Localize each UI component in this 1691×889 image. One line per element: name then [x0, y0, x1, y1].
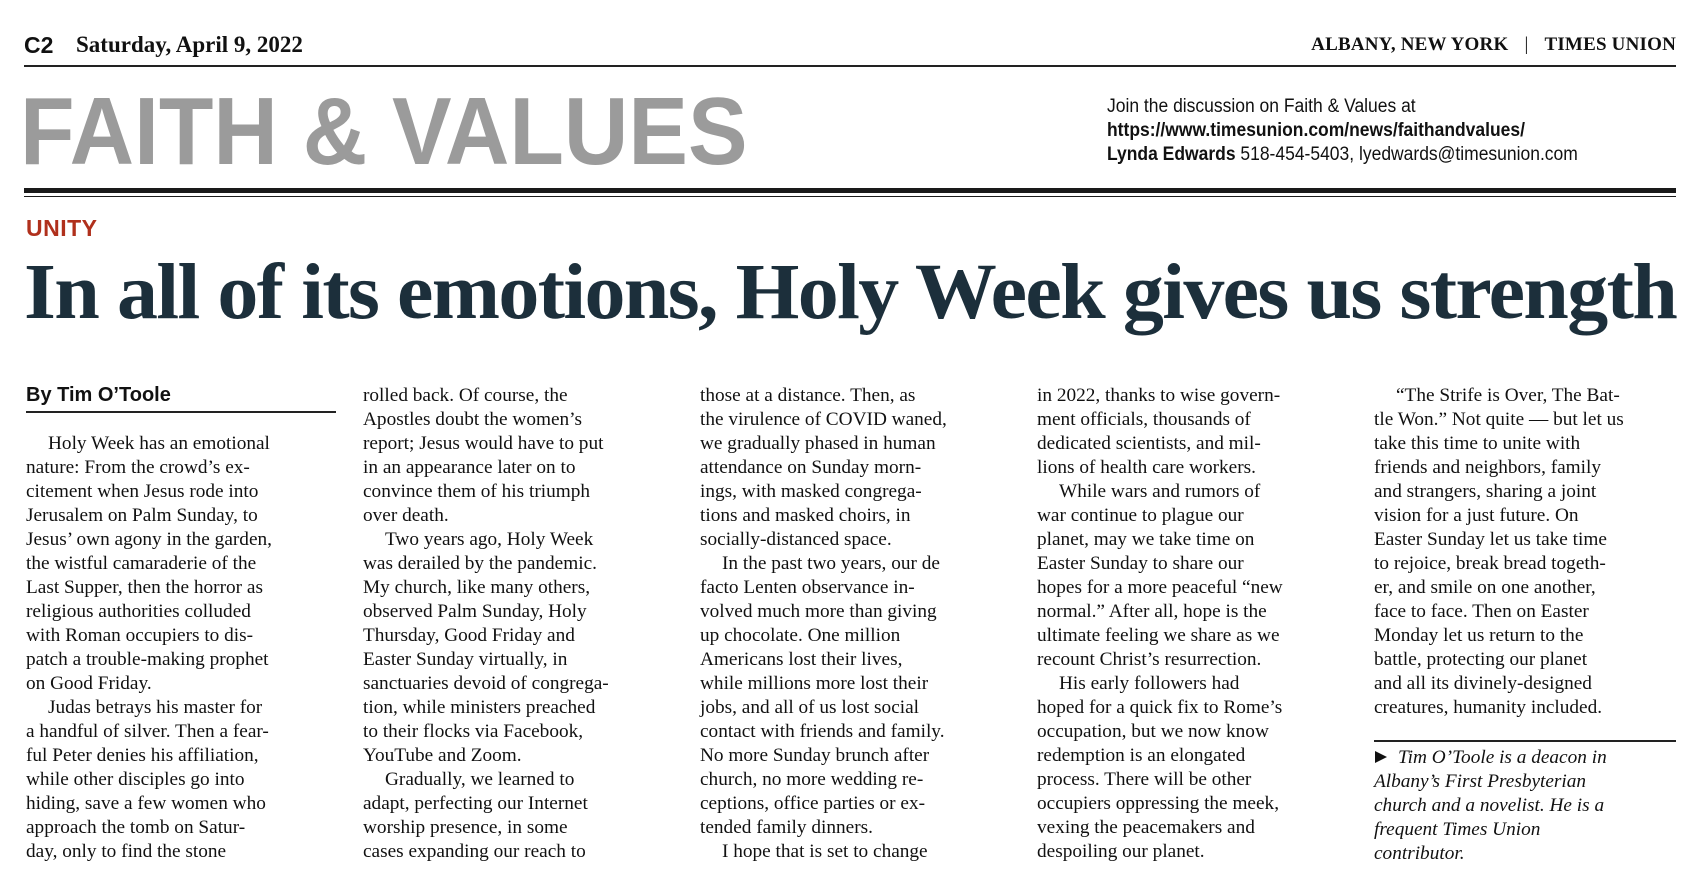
article-text-line: sanctuaries devoid of congrega-: [363, 673, 609, 694]
article-text-line: hoped for a quick fix to Rome’s: [1037, 697, 1283, 718]
article-text-line: and all its divinely-designed: [1374, 673, 1592, 694]
article-text-line: recount Christ’s resurrection.: [1037, 649, 1262, 670]
section-rule-thick: [24, 188, 1676, 193]
article-text-line: ceptions, office parties or ex-: [700, 793, 926, 814]
article-text-line: observed Palm Sunday, Holy: [363, 601, 587, 622]
section-title: FAITH & VALUES: [20, 78, 748, 185]
article-text-line: planet, may we take time on: [1037, 529, 1255, 550]
article-text-line: While wars and rumors of: [1059, 481, 1261, 502]
article-text-line: In the past two years, our de: [722, 553, 940, 574]
article-byline: By Tim O’Toole: [26, 384, 171, 406]
article-text-line: we gradually phased in human: [700, 433, 936, 454]
article-text-line: contact with friends and family.: [700, 721, 945, 742]
article-text-line: battle, protecting our planet: [1374, 649, 1588, 670]
article-text-line: to their flocks via Facebook,: [363, 721, 584, 742]
article-text-line: hopes for a more peaceful “new: [1037, 577, 1283, 598]
article-text-line: redemption is an elongated: [1037, 745, 1246, 766]
article-text-line: and strangers, sharing a joint: [1374, 481, 1597, 502]
contact-url-link[interactable]: https://www.timesunion.com/news/faithandvalues/: [1107, 120, 1525, 141]
article-text-line: tion, while ministers preached: [363, 697, 596, 718]
article-text-line: Last Supper, then the horror as: [26, 577, 263, 598]
article-text-line: ings, with masked congrega-: [700, 481, 922, 502]
article-text-line: No more Sunday brunch after: [700, 745, 930, 766]
folio-right: [1311, 34, 1676, 56]
article-text-line: nature: From the crowd’s ex-: [26, 457, 250, 478]
article-text-line: lions of health care workers.: [1037, 457, 1256, 478]
article-text-line: up chocolate. One million: [700, 625, 901, 646]
folio-separator: |: [1524, 34, 1529, 55]
article-text-line: His early followers had: [1059, 673, 1240, 694]
article-text-line: Easter Sunday virtually, in: [363, 649, 568, 670]
article-text-line: over death.: [363, 505, 449, 526]
article-text-line: YouTube and Zoom.: [363, 745, 522, 766]
article-text-line: to rejoice, break bread togeth-: [1374, 553, 1606, 574]
editor-line: [1107, 143, 1578, 167]
article-headline: In all of its emotions, Holy Week gives us strength: [24, 249, 1677, 336]
article-text-line: approach the tomb on Satur-: [26, 817, 246, 838]
article-text-line: on Good Friday.: [26, 673, 152, 694]
issue-date: Saturday, April 9, 2022: [76, 32, 303, 57]
author-bio: [1374, 746, 1607, 866]
article-text-line: convince them of his triumph: [363, 481, 591, 502]
page-number: C2: [24, 32, 54, 58]
article-column-5: [1374, 384, 1624, 720]
article-column-1: [26, 432, 272, 864]
article-text-line: Jerusalem on Palm Sunday, to: [26, 505, 258, 526]
folio-paper-name: TIMES UNION: [1544, 34, 1676, 55]
editor-contact: 518-454-5403, lyedwards@timesunion.com: [1235, 144, 1578, 165]
section-rule-thin: [24, 196, 1676, 197]
article-text-line: religious authorities colluded: [26, 601, 251, 622]
bio-line: frequent Times Union: [1374, 819, 1541, 840]
folio-rule: [24, 65, 1676, 67]
article-text-line: worship presence, in some: [363, 817, 568, 838]
article-column-4: [1037, 384, 1283, 864]
article-text-line: with Roman occupiers to dis-: [26, 625, 254, 646]
article-text-line: normal.” After all, hope is the: [1037, 601, 1267, 622]
article-text-line: jobs, and all of us lost social: [700, 697, 920, 718]
bio-line: church and a novelist. He is a: [1374, 795, 1605, 816]
article-text-line: volved much more than giving: [700, 601, 937, 622]
article-text-line: church, no more wedding re-: [700, 769, 924, 790]
article-text-line: Easter Sunday let us take time: [1374, 529, 1607, 550]
article-text-line: while other disciples go into: [26, 769, 245, 790]
article-text-line: day, only to find the stone: [26, 841, 227, 862]
article-text-line: war continue to plague our: [1037, 505, 1244, 526]
article-text-line: dedicated scientists, and mil-: [1037, 433, 1261, 454]
article-text-line: Judas betrays his master for: [48, 697, 263, 718]
article-text-line: I hope that is set to change: [722, 841, 928, 862]
article-text-line: tended family dinners.: [700, 817, 873, 838]
bio-rule: [1374, 740, 1676, 742]
bio-line: contributor.: [1374, 843, 1465, 864]
article-text-line: My church, like many others,: [363, 577, 591, 598]
article-text-line: patch a trouble-making prophet: [26, 649, 269, 670]
article-text-line: the wistful camaraderie of the: [26, 553, 257, 574]
article-text-line: in an appearance later on to: [363, 457, 576, 478]
article-text-line: Jesus’ own agony in the garden,: [26, 529, 272, 550]
article-text-line: the virulence of COVID waned,: [700, 409, 947, 430]
folio-location: ALBANY, NEW YORK: [1311, 34, 1509, 55]
article-text-line: Gradually, we learned to: [385, 769, 575, 790]
triangle-bullet-icon: [1374, 750, 1388, 764]
bio-line: Albany’s First Presbyterian: [1374, 771, 1587, 792]
article-text-line: vision for a just future. On: [1374, 505, 1579, 526]
article-text-line: vexing the peacemakers and: [1037, 817, 1255, 838]
article-text-line: adapt, perfecting our Internet: [363, 793, 588, 814]
byline-rule: [26, 411, 336, 413]
article-text-line: er, and smile on one another,: [1374, 577, 1596, 598]
article-text-line: facto Lenten observance in-: [700, 577, 915, 598]
article-text-line: occupiers oppressing the meek,: [1037, 793, 1280, 814]
section-contact: [1107, 95, 1578, 167]
folio-bar: [24, 30, 1676, 62]
article-text-line: process. There will be other: [1037, 769, 1252, 790]
article-text-line: Two years ago, Holy Week: [385, 529, 594, 550]
article-kicker: UNITY: [26, 215, 98, 241]
contact-intro: Join the discussion on Faith & Values at: [1107, 96, 1416, 117]
article-text-line: Easter Sunday to share our: [1037, 553, 1244, 574]
article-text-line: citement when Jesus rode into: [26, 481, 259, 502]
article-column-2: [363, 384, 609, 864]
editor-name: Lynda Edwards: [1107, 144, 1236, 165]
article-text-line: creatures, humanity included.: [1374, 697, 1603, 718]
article-text-line: friends and neighbors, family: [1374, 457, 1602, 478]
article-text-line: hiding, save a few women who: [26, 793, 266, 814]
article-text-line: ful Peter denies his affiliation,: [26, 745, 259, 766]
article-text-line: report; Jesus would have to put: [363, 433, 604, 454]
article-text-line: “The Strife is Over, The Bat-: [1396, 385, 1620, 406]
article-text-line: ultimate feeling we share as we: [1037, 625, 1280, 646]
article-text-line: socially-distanced space.: [700, 529, 892, 550]
article-text-line: tions and masked choirs, in: [700, 505, 911, 526]
article-column-3: [700, 384, 947, 864]
article-text-line: Holy Week has an emotional: [48, 433, 270, 454]
article-text-line: occupation, but we now know: [1037, 721, 1269, 742]
bio-line: Tim O’Toole is a deacon in: [1374, 746, 1607, 770]
article-text-line: Monday let us return to the: [1374, 625, 1584, 646]
article-text-line: cases expanding our reach to: [363, 841, 586, 862]
article-text-line: those at a distance. Then, as: [700, 385, 916, 406]
article-text-line: take this time to unite with: [1374, 433, 1581, 454]
article-text-line: face to face. Then on Easter: [1374, 601, 1589, 622]
article-text-line: while millions more lost their: [700, 673, 929, 694]
article-text-line: Thursday, Good Friday and: [363, 625, 575, 646]
article-text-line: Americans lost their lives,: [700, 649, 903, 670]
article-text-line: attendance on Sunday morn-: [700, 457, 922, 478]
article-text-line: ment officials, thousands of: [1037, 409, 1251, 430]
article-text-line: in 2022, thanks to wise govern-: [1037, 385, 1281, 406]
article-text-line: a handful of silver. Then a fear-: [26, 721, 269, 742]
article-text-line: despoiling our planet.: [1037, 841, 1205, 862]
article-text-line: rolled back. Of course, the: [363, 385, 568, 406]
article-text-line: was derailed by the pandemic.: [363, 553, 597, 574]
article-text-line: tle Won.” Not quite — but let us: [1374, 409, 1624, 430]
article-text-line: Apostles doubt the women’s: [363, 409, 583, 430]
